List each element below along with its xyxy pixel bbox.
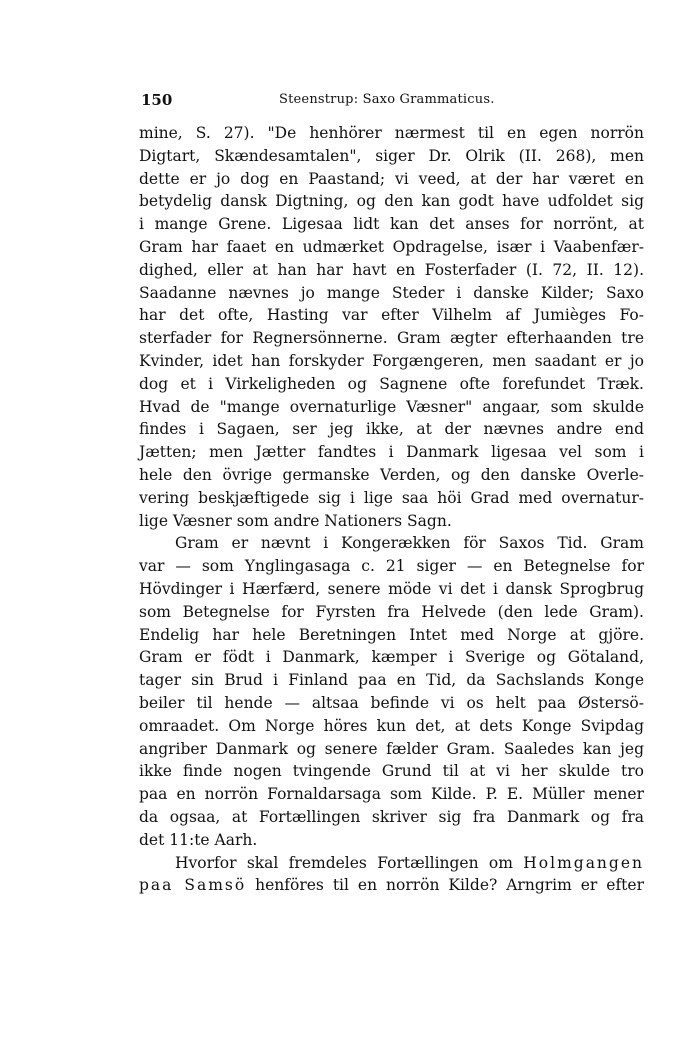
text-line: dighed, eller at han har havt en Fosterfader (I. 72, II. 12). xyxy=(139,260,644,279)
text-line: Jætten; men Jætter fandtes i Danmark ligesaa vel som i xyxy=(139,443,644,462)
text-line: Digtart, Skændesamtalen", siger Dr. Olrik (II. 268), men xyxy=(139,146,644,165)
text-line: da ogsaa, at Fortællingen skriver sig fra Danmark og fra xyxy=(139,807,644,826)
text-line: vering beskjæftigede sig i lige saa höi Grad med overnatur- xyxy=(139,488,644,507)
text-line: har det ofte, Hasting var efter Vilhelm af Jumièges Fo- xyxy=(139,306,644,325)
text-line: i mange Grene. Ligesaa lidt kan det anses for norrönt, at xyxy=(139,215,644,234)
page-header xyxy=(139,91,644,113)
text-line: findes i Sagaen, ser jeg ikke, at der nævnes andre end xyxy=(139,420,644,439)
text-line: sterfader for Regnersönnerne. Gram ægter efterhaanden tre xyxy=(139,329,644,348)
spaced-emphasis: paa Samsö xyxy=(139,876,247,895)
running-head: Steenstrup: Saxo Grammaticus. xyxy=(279,92,495,107)
text-line: paa en norrön Fornaldarsaga som Kilde. P. E. Müller mener xyxy=(139,785,644,804)
text-run: Hvorfor skal fremdeles Fortællingen om xyxy=(175,853,524,872)
text-line: Hövdinger i Hærfærd, senere möde vi det i dansk Sprogbrug xyxy=(139,579,644,598)
spaced-emphasis: Holmgangen xyxy=(523,853,644,872)
text-line: tager sin Brud i Finland paa en Tid, da Sachslands Konge xyxy=(139,671,644,690)
text-line: Saadanne nævnes jo mange Steder i danske Kilder; Saxo xyxy=(139,283,644,302)
text-line: dette er jo dog en Paastand; vi veed, at der har været en xyxy=(139,169,644,188)
body-text xyxy=(139,122,644,897)
text-line: Gram har faaet en udmærket Opdragelse, især i Vaabenfær- xyxy=(139,237,644,256)
text-line: det 11:te Aarh. xyxy=(139,830,258,849)
paragraph-start-line xyxy=(139,852,644,875)
text-line: som Betegnelse for Fyrsten fra Helvede (den lede Gram). xyxy=(139,602,644,621)
paragraph-start-line: Gram er nævnt i Kongerækken för Saxos Tid. Gram xyxy=(175,534,644,553)
text-line: ikke finde nogen tvingende Grund til at vi her skulde tro xyxy=(139,762,644,781)
text-line: Gram er födt i Danmark, kæmper i Sverige og Götaland, xyxy=(139,648,644,667)
text-line: omraadet. Om Norge höres kun det, at dets Konge Svipdag xyxy=(139,716,644,735)
text-line: lige Væsner som andre Nationers Sagn. xyxy=(139,511,452,530)
text-line: var — som Ynglingasaga c. 21 siger — en Betegnelse for xyxy=(139,557,644,576)
text-line: dog et i Virkeligheden og Sagnene ofte forefundet Træk. xyxy=(139,374,644,393)
text-run: henföres til en norrön Kilde? Arngrim er efter xyxy=(246,876,644,895)
text-line: mine, S. 27). "De henhörer nærmest til en egen norrön xyxy=(139,124,644,142)
text-line: beiler til hende — altsaa befinde vi os helt paa Østersö- xyxy=(139,693,644,712)
text-line: Kvinder, idet han forskyder Forgængeren, men saadant er jo xyxy=(139,351,644,370)
text-line xyxy=(139,874,644,897)
text-line: hele den övrige germanske Verden, og den danske Overle- xyxy=(139,465,644,484)
text-line: betydelig dansk Digtning, og den kan godt have udfoldet sig xyxy=(139,192,644,211)
page-number: 150 xyxy=(141,91,173,109)
text-line: angriber Danmark og senere fælder Gram. Saaledes kan jeg xyxy=(139,739,644,758)
text-line: Hvad de "mange overnaturlige Væsner" angaar, som skulde xyxy=(139,397,644,416)
text-line: Endelig har hele Beretningen Intet med Norge at gjöre. xyxy=(139,625,644,644)
